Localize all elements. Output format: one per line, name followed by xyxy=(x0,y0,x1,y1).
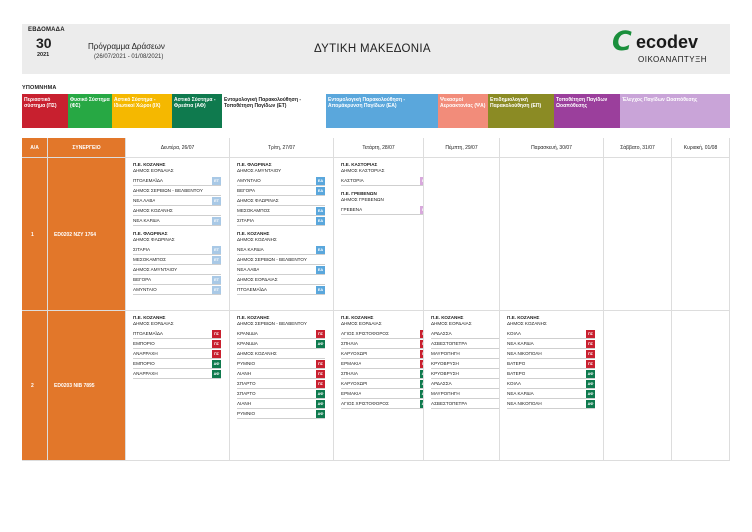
location-name: ΣΠΗΛΙΑ xyxy=(341,371,358,376)
location-entry xyxy=(133,359,221,369)
activity-badge: ΕΑ xyxy=(317,247,324,252)
location-name: ΡΥΜΝΙΟ xyxy=(237,361,256,366)
location-entry xyxy=(237,359,325,369)
activity-badge: ΠΣ xyxy=(213,341,220,346)
location-entry xyxy=(341,349,424,359)
location-entry xyxy=(341,329,424,339)
location-entry xyxy=(431,379,500,389)
program-title: Πρόγραμμα Δράσεων xyxy=(88,42,165,51)
municipality: ΔΗΜΟΣ ΑΜΥΝΤΑΙΟΥ xyxy=(237,168,282,173)
logo-mark: C xyxy=(612,26,632,57)
row-number: 1 xyxy=(31,231,34,238)
location-name: ΑΡΔΑΣΣΑ xyxy=(431,381,452,386)
program-dates: (26/07/2021 - 01/08/2021) xyxy=(94,54,164,60)
day-cell xyxy=(424,311,500,460)
municipality: ΔΗΜΟΣ ΚΑΣΤΟΡΙΑΣ xyxy=(341,168,385,173)
location-name: ΔΗΜΟΣ ΕΟΡΔΑΙΑΣ xyxy=(237,277,278,282)
activity-badge: ΑΦ xyxy=(587,391,594,396)
week-number: 30 xyxy=(36,35,52,51)
location-name: ΝΕΑ ΚΑΡΔΙΑ xyxy=(507,391,534,396)
location-entry xyxy=(133,206,221,216)
activity-badge: ΕΤ xyxy=(212,177,221,185)
legend-item: Τοποθέτηση Παγίδων Ωοαπόθεσης xyxy=(554,94,620,128)
activity-badge: ΕΤ xyxy=(212,217,221,225)
region-group xyxy=(237,315,327,419)
location-entry xyxy=(431,349,500,359)
location-entry xyxy=(237,196,325,206)
table-row xyxy=(22,158,730,311)
location-name: ΣΠΑΡΤΟ xyxy=(237,391,256,396)
location-entry xyxy=(237,379,325,389)
activity-badge: Α xyxy=(420,380,424,388)
activity-badge: ΕΤ xyxy=(212,286,221,294)
location-name: ΑΜΥΝΤΑΙΟ xyxy=(133,287,157,292)
day-cell xyxy=(424,158,500,310)
location-name: ΑΣΒΕΣΤΟΠΕΤΡΑ xyxy=(431,401,468,406)
location-entry xyxy=(507,389,595,399)
location-entry xyxy=(341,389,424,399)
location-name: ΝΕΑ ΝΙΚΟΠΟΛΗ xyxy=(507,351,542,356)
location-entry xyxy=(507,399,595,409)
activity-badge: ΕΑ xyxy=(317,218,324,223)
day-cell xyxy=(672,158,730,310)
activity-badge: Α xyxy=(420,370,424,378)
crew-vehicle: ED0202 ΝΖΥ 1764 xyxy=(54,231,96,238)
day-cell xyxy=(604,311,672,460)
location-name: ΠΤΟΛΕΜΑΪΔΑ xyxy=(133,331,163,336)
location-name: ΕΡΜΑΚΙΑ xyxy=(341,361,362,366)
location-name: ΜΕΣΟΚΑΜΠΟΣ xyxy=(237,208,270,213)
legend-item: Φυσικό Σύστημα (ΦΣ) xyxy=(68,94,112,128)
location-name: ΚΟΙΛΑ xyxy=(507,381,521,386)
legend-item: Έλεγχος Παγίδων Ωοαπόθεσης xyxy=(620,94,730,128)
legend-item: Αστικό Σύστημα - Φρεάτια (ΑΦ) xyxy=(172,94,222,128)
region-group xyxy=(341,162,417,186)
legend-item: Ψεκασμοί Αεροακτονίας (ΨΑ) xyxy=(438,94,488,128)
location-entry xyxy=(507,339,595,349)
activity-badge: ΑΦ xyxy=(213,361,220,366)
column-header-day: Κυριακή, 01/08 xyxy=(672,138,730,157)
regional-unit: Π.Ε. ΚΟΖΑΝΗΣ xyxy=(341,315,374,320)
location-entry xyxy=(431,399,500,409)
week-year: 2021 xyxy=(37,52,50,58)
location-name: ΑΣΒΕΣΤΟΠΕΤΡΑ xyxy=(431,341,468,346)
location-entry xyxy=(133,275,221,285)
location-name: ΚΑΡΥΟΧΩΡΙ xyxy=(341,351,368,356)
column-header-crew: ΣΥΝΕΡΓΕΙΟ xyxy=(48,138,126,157)
region-title: ΔΥΤΙΚΗ ΜΑΚΕΔΟΝΙΑ xyxy=(314,43,431,55)
location-entry xyxy=(341,379,424,389)
activity-badge: Α xyxy=(420,400,424,408)
location-name: ΔΗΜΟΣ ΦΛΩΡΙΝΑΣ xyxy=(237,198,279,203)
location-entry xyxy=(341,369,424,379)
region-group xyxy=(431,315,493,409)
municipality: ΔΗΜΟΣ ΚΟΖΑΝΗΣ xyxy=(237,237,277,242)
activity-badge: ΠΣ xyxy=(213,331,220,336)
legend-item: Επιδημιολογική Παρακολούθηση (ΕΠ) xyxy=(488,94,554,128)
municipality: ΔΗΜΟΣ ΣΕΡΒΙΩΝ - ΒΕΛΒΕΝΤΟΥ xyxy=(237,321,307,326)
region-group xyxy=(237,162,327,226)
location-entry xyxy=(237,349,325,359)
ecodev-logo xyxy=(612,26,722,70)
location-entry xyxy=(237,245,325,255)
location-name: ΑΓΙΟΣ ΧΡΙΣΤΟΦΟΡΟΣ xyxy=(341,331,389,336)
day-cell xyxy=(126,158,230,310)
location-name: ΒΕΓΟΡΑ xyxy=(133,277,152,282)
municipality: ΔΗΜΟΣ ΓΡΕΒΕΝΩΝ xyxy=(341,197,384,202)
schedule-table xyxy=(22,138,730,461)
table-header-row xyxy=(22,138,730,158)
activity-badge: ΑΦ xyxy=(587,401,594,406)
location-name: ΒΑΤΕΡΟ xyxy=(507,371,526,376)
location-name: ΜΑΥΡΟΠΗΓΗ xyxy=(431,351,460,356)
column-header-day: Πέμπτη, 29/07 xyxy=(424,138,500,157)
location-entry xyxy=(237,369,325,379)
location-name: ΑΝΑΡΡΑΧΗ xyxy=(133,371,158,376)
location-name: ΠΤΟΛΕΜΑΪΔΑ xyxy=(237,287,267,292)
column-header-day: Σάββατο, 31/07 xyxy=(604,138,672,157)
location-name: ΚΡΥΟΒΡΥΣΗ xyxy=(431,371,459,376)
location-entry xyxy=(133,186,221,196)
activity-badge: ΠΣ xyxy=(587,341,594,346)
location-name: ΛΙΑΝΗ xyxy=(237,401,252,406)
activity-badge: ΑΦ xyxy=(317,341,324,346)
day-cell xyxy=(230,158,334,310)
day-cell xyxy=(500,158,604,310)
location-name: ΒΕΓΟΡΑ xyxy=(237,188,256,193)
location-entry xyxy=(237,285,325,295)
logo-name: ecodev xyxy=(636,32,699,52)
activity-badge: ΕΑ xyxy=(317,178,324,183)
regional-unit: Π.Ε. ΚΑΣΤΟΡΙΑΣ xyxy=(341,162,378,167)
activity-badge: ΠΣ xyxy=(587,351,594,356)
location-entry xyxy=(133,265,221,275)
page-header xyxy=(22,24,730,74)
activity-badge: ΠΣ xyxy=(587,331,594,336)
regional-unit: Π.Ε. ΚΟΖΑΝΗΣ xyxy=(133,315,166,320)
activity-badge: ΑΦ xyxy=(317,401,324,406)
location-name: ΕΜΠΟΡΙΟ xyxy=(133,341,155,346)
location-entry xyxy=(431,389,500,399)
table-row xyxy=(22,311,730,461)
municipality: ΔΗΜΟΣ ΕΟΡΔΑΙΑΣ xyxy=(431,321,472,326)
location-entry xyxy=(133,176,221,186)
column-header-day: Δευτέρα, 26/07 xyxy=(126,138,230,157)
location-entry xyxy=(341,359,424,369)
crew-vehicle: ED0203 ΝΙΒ 7895 xyxy=(54,383,95,389)
day-cell xyxy=(672,311,730,460)
location-entry xyxy=(507,329,595,339)
location-name: ΝΕΑ ΚΑΡΔΙΑ xyxy=(507,341,534,346)
legend-item: Εντομολογική Παρακολούθηση - Απομάκρυνση Παγίδων (ΕΑ) xyxy=(326,94,438,128)
week-label: ΕΒΔΟΜΑΔΑ xyxy=(28,27,65,33)
activity-badge: ΑΦ xyxy=(317,391,324,396)
location-entry xyxy=(133,196,221,206)
location-name: ΚΟΙΛΑ xyxy=(507,331,521,336)
location-entry xyxy=(507,359,595,369)
region-group xyxy=(133,162,223,226)
day-cell xyxy=(334,311,424,460)
location-name: ΝΕΑ ΛΑΒΑ xyxy=(133,198,156,203)
location-entry xyxy=(133,349,221,359)
activity-badge: ΠΣ xyxy=(317,331,324,336)
location-entry xyxy=(237,265,325,275)
location-name: ΝΕΑ ΝΙΚΟΠΟΛΗ xyxy=(507,401,542,406)
legend-item: Περιαστικό σύστημα (ΠΣ) xyxy=(22,94,68,128)
location-name: ΣΙΤΑΡΙΑ xyxy=(237,218,255,223)
location-entry xyxy=(341,399,424,409)
location-entry xyxy=(341,339,424,349)
location-name: ΔΗΜΟΣ ΣΕΡΒΙΩΝ - ΒΕΛΒΕΝΤΟΥ xyxy=(237,257,307,262)
location-entry xyxy=(133,216,221,226)
activity-badge: ΕΤ xyxy=(212,197,221,205)
location-entry xyxy=(431,339,500,349)
activity-badge: ΕΑ xyxy=(317,208,324,213)
location-entry xyxy=(133,329,221,339)
day-cell xyxy=(230,311,334,460)
location-entry xyxy=(237,206,325,216)
day-cell xyxy=(500,311,604,460)
location-entry xyxy=(431,369,500,379)
location-name: ΜΑΥΡΟΠΗΓΗ xyxy=(431,391,460,396)
activity-badge: ΑΦ xyxy=(317,411,324,416)
municipality: ΔΗΜΟΣ ΦΛΩΡΙΝΑΣ xyxy=(133,237,175,242)
region-group xyxy=(133,231,223,295)
location-entry xyxy=(237,176,325,186)
activity-badge: ΠΣ xyxy=(317,381,324,386)
location-name: ΒΑΤΕΡΟ xyxy=(507,361,526,366)
location-entry xyxy=(431,359,500,369)
location-entry xyxy=(237,399,325,409)
location-name: ΚΡΑΝΙΔΙΑ xyxy=(237,341,258,346)
activity-badge: ΑΦ xyxy=(587,371,594,376)
location-name: ΑΝΑΡΡΑΧΗ xyxy=(133,351,158,356)
location-entry xyxy=(133,369,221,379)
activity-badge: Α xyxy=(420,390,424,398)
location-entry xyxy=(237,329,325,339)
activity-badge: ΕΑ xyxy=(317,287,324,292)
activity-badge: ΕΤ xyxy=(212,276,221,284)
day-cell xyxy=(334,158,424,310)
regional-unit: Π.Ε. ΚΟΖΑΝΗΣ xyxy=(431,315,464,320)
activity-badge: ΑΦ xyxy=(213,371,220,376)
column-header-day: Παρασκευή, 30/07 xyxy=(500,138,604,157)
column-header-day: Τρίτη, 27/07 xyxy=(230,138,334,157)
region-group xyxy=(341,191,417,215)
legend xyxy=(22,94,730,128)
location-name: ΔΗΜΟΣ ΑΜΥΝΤΑΙΟΥ xyxy=(133,267,178,272)
legend-item: Αστικό Σύστημα - Ιδιωτικοί Χώροι (ΙΧ) xyxy=(112,94,172,128)
location-entry xyxy=(507,349,595,359)
location-entry xyxy=(237,275,325,285)
activity-badge: ΠΣ xyxy=(587,361,594,366)
activity-badge: ΠΣ xyxy=(213,351,220,356)
column-header-day: Τετάρτη, 28/07 xyxy=(334,138,424,157)
location-name: ΑΜΥΝΤΑΙΟ xyxy=(237,178,261,183)
legend-title: ΥΠΟΜΝΗΜΑ xyxy=(22,85,57,91)
activity-badge: ΕΑ xyxy=(317,188,324,193)
location-entry xyxy=(341,205,424,215)
crew-cell xyxy=(48,158,126,310)
activity-badge: ΕΤ xyxy=(212,246,221,254)
activity-badge: ΠΣ xyxy=(317,371,324,376)
location-name: ΑΓΙΟΣ ΧΡΙΣΤΟΦΟΡΟΣ xyxy=(341,401,389,406)
location-entry xyxy=(237,255,325,265)
activity-badge: ΕΤ xyxy=(212,256,221,264)
row-number-cell xyxy=(22,311,48,460)
region-group xyxy=(507,315,597,409)
location-name: ΕΜΠΟΡΙΟ xyxy=(133,361,155,366)
row-number: 2 xyxy=(31,383,34,389)
regional-unit: Π.Ε. ΦΛΩΡΙΝΑΣ xyxy=(133,231,168,236)
location-entry xyxy=(237,389,325,399)
regional-unit: Π.Ε. ΚΟΖΑΝΗΣ xyxy=(237,231,270,236)
location-name: ΔΗΜΟΣ ΚΟΖΑΝΗΣ xyxy=(133,208,173,213)
location-entry xyxy=(237,409,325,419)
day-cell xyxy=(604,158,672,310)
location-name: ΣΠΑΡΤΟ xyxy=(237,381,256,386)
location-name: ΚΑΣΤΟΡΙΑ xyxy=(341,178,364,183)
region-group xyxy=(341,315,424,409)
regional-unit: Π.Ε. ΚΟΖΑΝΗΣ xyxy=(237,315,270,320)
location-entry xyxy=(237,186,325,196)
location-name: ΝΕΑ ΚΑΡΔΙΑ xyxy=(133,218,160,223)
regional-unit: Π.Ε. ΦΛΩΡΙΝΑΣ xyxy=(237,162,272,167)
legend-item: Εντομολογική Παρακολούθηση - Τοποθέτηση Παγίδων (ΕΤ) xyxy=(222,94,326,128)
municipality: ΔΗΜΟΣ ΕΟΡΔΑΙΑΣ xyxy=(133,321,174,326)
location-entry xyxy=(237,216,325,226)
location-entry xyxy=(431,329,500,339)
location-name: ΡΥΜΝΙΟ xyxy=(237,411,256,416)
location-name: ΓΡΕΒΕΝΑ xyxy=(341,207,363,212)
municipality: ΔΗΜΟΣ ΕΟΡΔΑΙΑΣ xyxy=(341,321,382,326)
regional-unit: Π.Ε. ΓΡΕΒΕΝΩΝ xyxy=(341,191,377,196)
municipality: ΔΗΜΟΣ ΚΟΖΑΝΗΣ xyxy=(507,321,547,326)
location-name: ΚΑΡΥΟΧΩΡΙ xyxy=(341,381,368,386)
regional-unit: Π.Ε. ΚΟΖΑΝΗΣ xyxy=(133,162,166,167)
day-cell xyxy=(126,311,230,460)
logo-subtitle: ΟΙΚΟΑΝΑΠΤΥΞΗ xyxy=(638,55,708,64)
location-name: ΔΗΜΟΣ ΚΟΖΑΝΗΣ xyxy=(237,351,277,356)
regional-unit: Π.Ε. ΚΟΖΑΝΗΣ xyxy=(507,315,540,320)
region-group xyxy=(133,315,223,379)
location-name: ΝΕΑ ΛΑΒΑ xyxy=(237,267,260,272)
location-name: ΣΙΤΑΡΙΑ xyxy=(133,247,151,252)
activity-badge: ΠΣ xyxy=(317,361,324,366)
location-name: ΛΙΑΝΗ xyxy=(237,371,252,376)
location-entry xyxy=(133,255,221,265)
activity-badge: ΕΑ xyxy=(317,267,324,272)
crew-cell xyxy=(48,311,126,460)
region-group xyxy=(237,231,327,295)
location-name: ΠΤΟΛΕΜΑΪΔΑ xyxy=(133,178,163,183)
location-name: ΑΡΔΑΣΣΑ xyxy=(431,331,452,336)
municipality: ΔΗΜΟΣ ΕΟΡΔΑΙΑΣ xyxy=(133,168,174,173)
location-name: ΕΡΜΑΚΙΑ xyxy=(341,391,362,396)
location-entry xyxy=(341,176,424,186)
location-name: ΣΠΗΛΙΑ xyxy=(341,341,358,346)
location-entry xyxy=(133,285,221,295)
location-entry xyxy=(133,339,221,349)
location-entry xyxy=(507,379,595,389)
column-header-aa: Α/Α xyxy=(22,138,48,157)
location-name: ΝΕΑ ΚΑΡΔΙΑ xyxy=(237,247,264,252)
location-name: ΚΡΥΟΒΡΥΣΗ xyxy=(431,361,459,366)
activity-badge: ΑΦ xyxy=(587,381,594,386)
location-entry xyxy=(237,339,325,349)
location-name: ΜΕΣΟΚΑΜΠΟΣ xyxy=(133,257,166,262)
row-number-cell xyxy=(22,158,48,310)
location-name: ΚΡΑΝΙΔΙΑ xyxy=(237,331,258,336)
location-name: ΔΗΜΟΣ ΣΕΡΒΙΩΝ - ΒΕΛΒΕΝΤΟΥ xyxy=(133,188,203,193)
location-entry xyxy=(133,245,221,255)
location-entry xyxy=(507,369,595,379)
